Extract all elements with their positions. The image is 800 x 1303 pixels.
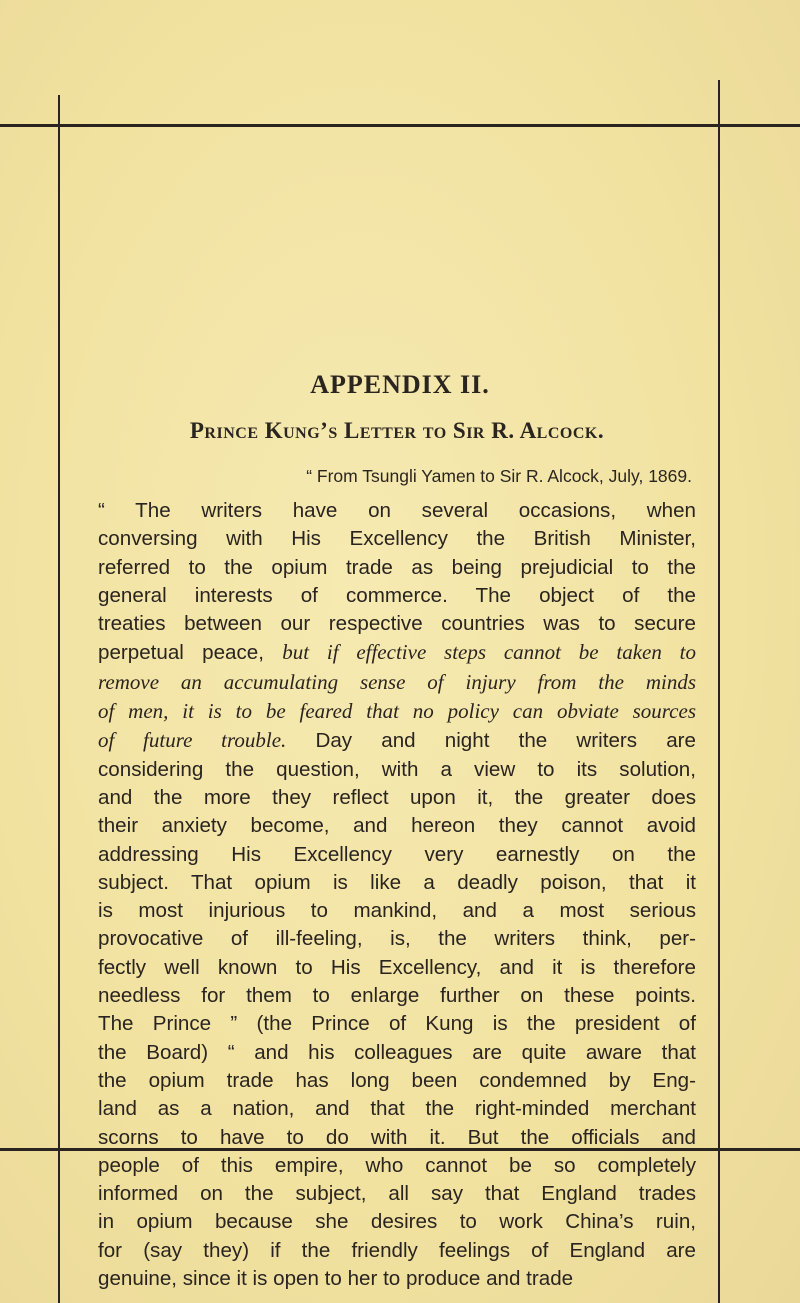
italic-text-segment: but if effective steps cannot be taken to xyxy=(282,640,696,665)
body-line: treaties between our respective countries was to secure xyxy=(98,612,696,636)
body-line: provocative of ill-feeling, is, the writers think, per- xyxy=(98,927,696,951)
body-line: is most injurious to mankind, and a most serious xyxy=(98,899,696,923)
body-line: considering the question, with a view to its solution, xyxy=(98,757,696,781)
body-line: informed on the subject, all say that England trades xyxy=(98,1182,696,1206)
body-line: fectly well known to His Excellency, and it is therefore xyxy=(98,955,696,979)
appendix-title: APPENDIX II. xyxy=(310,370,490,399)
letter-body xyxy=(98,497,696,1293)
body-line: subject. That opium is like a deadly poison, that it xyxy=(98,870,696,894)
body-line: general interests of commerce. The object of the xyxy=(98,583,696,607)
page-content xyxy=(98,370,696,1293)
body-line xyxy=(98,638,696,667)
body-line: genuine, since it is open to her to produce and trade xyxy=(98,1267,574,1291)
italic-text-segment: of future trouble. xyxy=(98,728,287,753)
body-line xyxy=(98,697,696,726)
italic-text-segment: of men, it is to be feared that no policy can obviate sources xyxy=(98,699,696,724)
body-text-segment: Day and night the writers are xyxy=(286,729,696,753)
body-line: referred to the opium trade as being prejudicial to the xyxy=(98,555,696,579)
body-line: and the more they reflect upon it, the greater does xyxy=(98,785,696,809)
left-border-rule xyxy=(58,95,60,1303)
letter-title: Prince Kung’s Letter to Sir R. Alcock. xyxy=(189,418,605,443)
right-border-rule xyxy=(718,80,720,1303)
body-line: The Prince ” (the Prince of Kung is the president of xyxy=(98,1012,696,1036)
letter-dateline: “ From Tsungli Yamen to Sir R. Alcock, July, 1869. xyxy=(306,466,692,486)
body-line: their anxiety become, and hereon they cannot avoid xyxy=(98,814,696,838)
body-line: the Board) “ and his colleagues are quite aware that xyxy=(98,1040,696,1064)
italic-text-segment: remove an accumulating sense of injury from the minds xyxy=(98,669,696,694)
body-line: for (say they) if the friendly feelings of England are xyxy=(98,1238,696,1262)
body-text-segment: perpetual peace, xyxy=(98,641,283,665)
body-line: the opium trade has long been condemned by Eng- xyxy=(98,1068,696,1092)
body-line: in opium because she desires to work China’s ruin, xyxy=(98,1210,696,1234)
body-line: conversing with His Excellency the British Minister, xyxy=(98,527,696,551)
body-line: “ The writers have on several occasions, when xyxy=(98,499,696,522)
body-line xyxy=(98,668,696,697)
body-line: needless for them to enlarge further on these points. xyxy=(98,984,696,1008)
body-line xyxy=(98,726,696,755)
body-line: land as a nation, and that the right-minded merchant xyxy=(98,1097,696,1121)
body-line: addressing His Excellency very earnestly on the xyxy=(98,842,696,866)
body-line: people of this empire, who cannot be so completely xyxy=(98,1153,696,1177)
top-border-rule xyxy=(0,124,800,127)
body-line: scorns to have to do with it. But the officials and xyxy=(98,1125,696,1149)
